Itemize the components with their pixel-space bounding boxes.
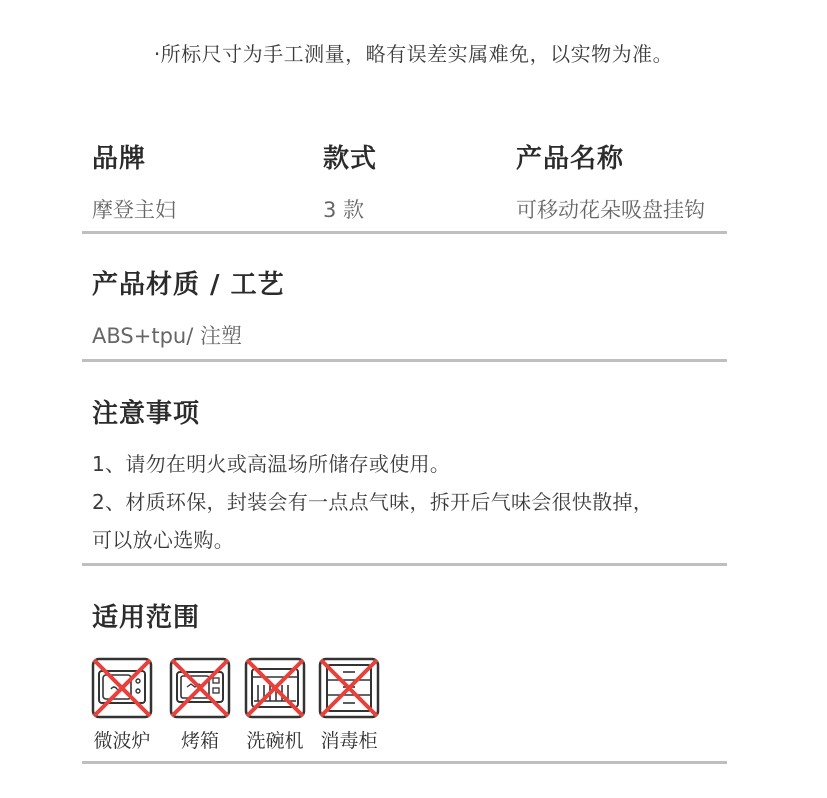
dishwasher-forbidden-icon: [244, 657, 306, 719]
divider: [82, 761, 727, 764]
scope-heading: 适用范围: [92, 603, 201, 633]
divider: [82, 563, 727, 566]
measurement-note: ·所标尺寸为手工测量，略有误差实属难免，以实物为准。: [153, 42, 674, 66]
notes-line-2: 2、材质环保，封装会有一点点气味，拆开后气味会很快散掉，: [92, 490, 654, 514]
material-heading: 产品材质 / 工艺: [92, 270, 285, 300]
notes-heading: 注意事项: [92, 399, 201, 429]
material-value: ABS+tpu/ 注塑: [92, 324, 242, 348]
oven-forbidden-icon: [169, 657, 231, 719]
notes-line-3: 可以放心选购。: [92, 528, 235, 552]
spec-header-product-name: 产品名称: [516, 144, 625, 174]
scope-label-oven: 烤箱: [180, 730, 219, 752]
spec-header-style: 款式: [323, 144, 378, 174]
spec-value-product-name: 可移动花朵吸盘挂钩: [516, 198, 705, 222]
sterilizer-forbidden-icon: [318, 657, 380, 719]
spec-value-brand: 摩登主妇: [92, 198, 176, 222]
notes-line-1: 1、请勿在明火或高温场所储存或使用。: [92, 452, 451, 476]
spec-value-style: 3 款: [323, 198, 365, 222]
scope-label-sterilizer: 消毒柜: [320, 730, 378, 752]
microwave-forbidden-icon: [91, 657, 153, 719]
divider: [82, 231, 727, 234]
spec-header-brand: 品牌: [92, 144, 147, 174]
scope-label-dishwasher: 洗碗机: [246, 730, 304, 752]
divider: [82, 359, 727, 362]
scope-label-microwave: 微波炉: [93, 730, 151, 752]
